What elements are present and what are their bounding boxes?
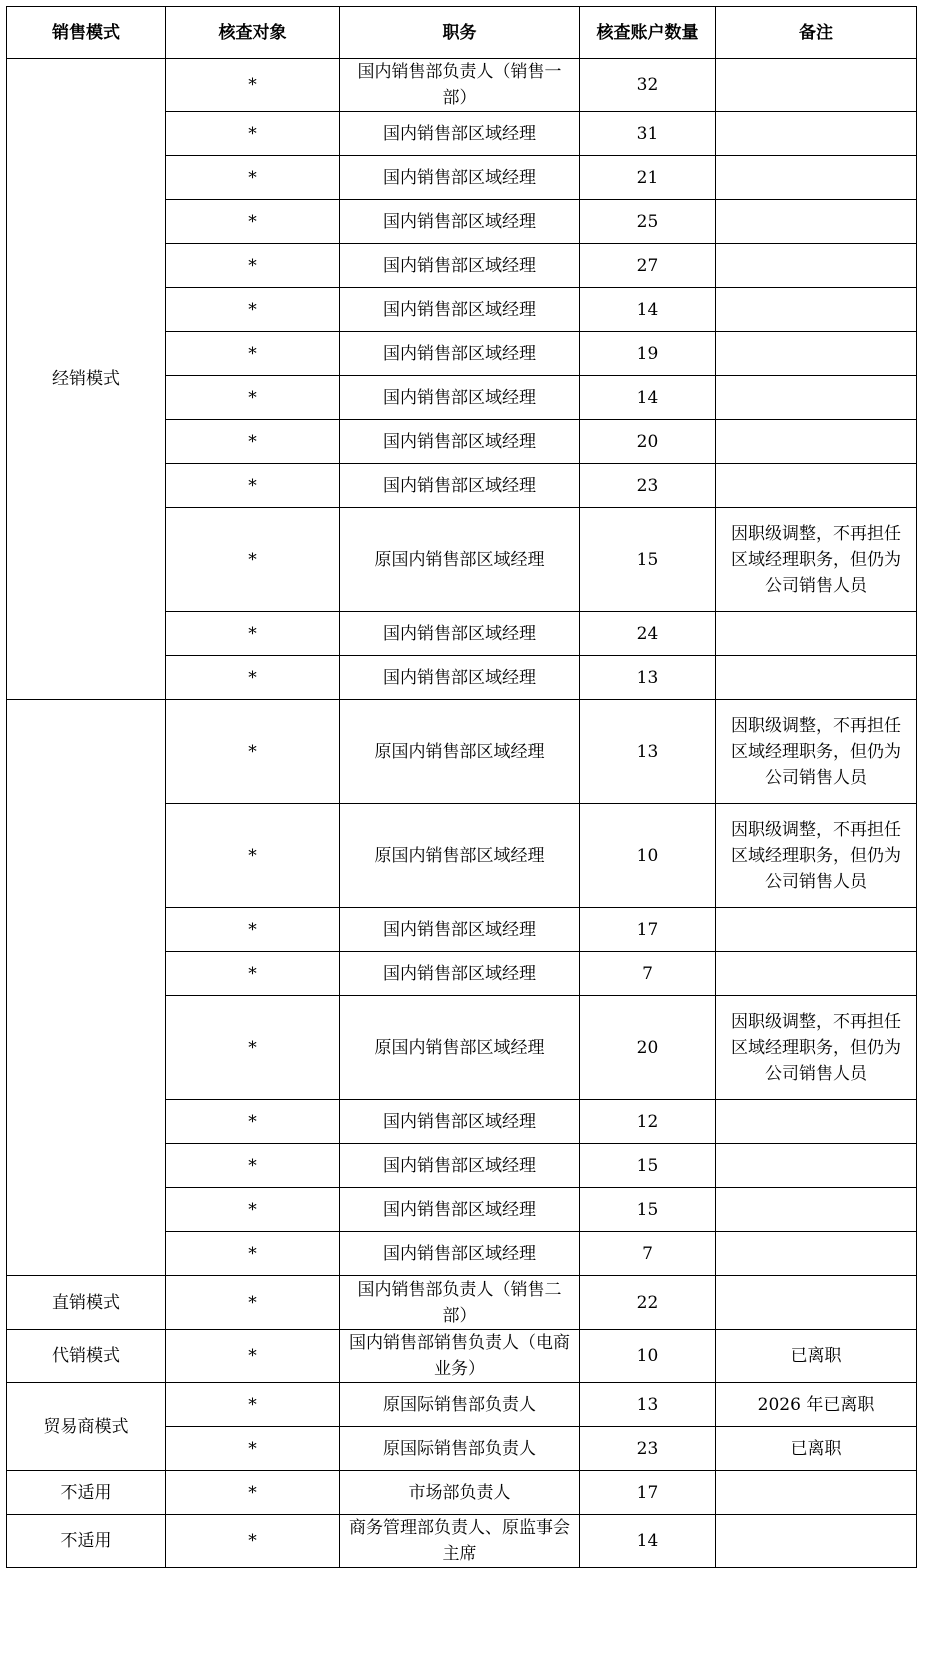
table-row <box>7 1276 917 1330</box>
position-cell: 国内销售部区域经理 <box>340 464 580 508</box>
count-cell: 14 <box>580 288 716 332</box>
note-cell <box>716 1144 917 1188</box>
position-cell: 国内销售部区域经理 <box>340 420 580 464</box>
target-cell: * <box>166 288 340 332</box>
note-cell <box>716 1232 917 1276</box>
count-cell: 17 <box>580 908 716 952</box>
table-row <box>7 59 917 112</box>
target-cell: * <box>166 244 340 288</box>
note-cell <box>716 420 917 464</box>
header-row <box>7 7 917 59</box>
note-cell <box>716 1515 917 1568</box>
count-cell: 7 <box>580 952 716 996</box>
table-row <box>7 1471 917 1515</box>
position-cell: 原国际销售部负责人 <box>340 1383 580 1427</box>
header-sales-mode: 销售模式 <box>7 7 166 59</box>
count-cell: 20 <box>580 996 716 1100</box>
note-cell: 已离职 <box>716 1427 917 1471</box>
target-cell: * <box>166 1515 340 1568</box>
count-cell: 14 <box>580 1515 716 1568</box>
position-cell: 国内销售部区域经理 <box>340 1100 580 1144</box>
position-cell: 国内销售部区域经理 <box>340 200 580 244</box>
table-row <box>7 1515 917 1568</box>
count-cell: 23 <box>580 1427 716 1471</box>
position-cell: 国内销售部销售负责人（电商业务） <box>340 1330 580 1383</box>
count-cell: 15 <box>580 1188 716 1232</box>
position-cell: 国内销售部区域经理 <box>340 1232 580 1276</box>
header-target: 核查对象 <box>166 7 340 59</box>
target-cell: * <box>166 612 340 656</box>
count-cell: 13 <box>580 700 716 804</box>
position-cell: 商务管理部负责人、原监事会主席 <box>340 1515 580 1568</box>
note-cell <box>716 112 917 156</box>
count-cell: 32 <box>580 59 716 112</box>
position-cell: 国内销售部负责人（销售一部） <box>340 59 580 112</box>
note-cell: 因职级调整，不再担任区域经理职务，但仍为公司销售人员 <box>716 804 917 908</box>
position-cell: 原国内销售部区域经理 <box>340 996 580 1100</box>
account-check-table <box>6 6 917 1568</box>
position-cell: 国内销售部负责人（销售二部） <box>340 1276 580 1330</box>
target-cell: * <box>166 656 340 700</box>
sales-mode-cell: 直销模式 <box>7 1276 166 1330</box>
sales-mode-cell: 贸易商模式 <box>7 1383 166 1471</box>
count-cell: 13 <box>580 656 716 700</box>
position-cell: 原国内销售部区域经理 <box>340 700 580 804</box>
note-cell: 因职级调整，不再担任区域经理职务，但仍为公司销售人员 <box>716 996 917 1100</box>
note-cell <box>716 200 917 244</box>
count-cell: 15 <box>580 508 716 612</box>
note-cell <box>716 1276 917 1330</box>
position-cell: 国内销售部区域经理 <box>340 656 580 700</box>
target-cell: * <box>166 59 340 112</box>
header-position: 职务 <box>340 7 580 59</box>
target-cell: * <box>166 1188 340 1232</box>
count-cell: 20 <box>580 420 716 464</box>
position-cell: 原国际销售部负责人 <box>340 1427 580 1471</box>
sales-mode-cell: 代销模式 <box>7 1330 166 1383</box>
count-cell: 10 <box>580 1330 716 1383</box>
count-cell: 25 <box>580 200 716 244</box>
position-cell: 市场部负责人 <box>340 1471 580 1515</box>
target-cell: * <box>166 1383 340 1427</box>
target-cell: * <box>166 420 340 464</box>
note-cell <box>716 656 917 700</box>
target-cell: * <box>166 1232 340 1276</box>
note-cell <box>716 59 917 112</box>
target-cell: * <box>166 908 340 952</box>
position-cell: 国内销售部区域经理 <box>340 952 580 996</box>
target-cell: * <box>166 1471 340 1515</box>
target-cell: * <box>166 112 340 156</box>
header-note: 备注 <box>716 7 917 59</box>
count-cell: 24 <box>580 612 716 656</box>
note-cell <box>716 952 917 996</box>
sales-mode-cell: 经销模式 <box>7 59 166 700</box>
target-cell: * <box>166 952 340 996</box>
count-cell: 10 <box>580 804 716 908</box>
position-cell: 国内销售部区域经理 <box>340 112 580 156</box>
note-cell <box>716 156 917 200</box>
position-cell: 原国内销售部区域经理 <box>340 508 580 612</box>
sales-mode-cell <box>7 700 166 1276</box>
position-cell: 国内销售部区域经理 <box>340 1144 580 1188</box>
note-cell <box>716 244 917 288</box>
target-cell: * <box>166 1330 340 1383</box>
count-cell: 13 <box>580 1383 716 1427</box>
count-cell: 19 <box>580 332 716 376</box>
target-cell: * <box>166 700 340 804</box>
target-cell: * <box>166 996 340 1100</box>
note-cell <box>716 332 917 376</box>
table-row <box>7 1383 917 1427</box>
table-row <box>7 1330 917 1383</box>
target-cell: * <box>166 804 340 908</box>
count-cell: 21 <box>580 156 716 200</box>
count-cell: 23 <box>580 464 716 508</box>
target-cell: * <box>166 1144 340 1188</box>
note-cell <box>716 612 917 656</box>
note-cell <box>716 1471 917 1515</box>
note-cell <box>716 1100 917 1144</box>
note-cell: 已离职 <box>716 1330 917 1383</box>
count-cell: 7 <box>580 1232 716 1276</box>
position-cell: 国内销售部区域经理 <box>340 244 580 288</box>
position-cell: 原国内销售部区域经理 <box>340 804 580 908</box>
sales-mode-cell: 不适用 <box>7 1515 166 1568</box>
note-cell: 2026 年已离职 <box>716 1383 917 1427</box>
note-cell <box>716 1188 917 1232</box>
count-cell: 27 <box>580 244 716 288</box>
count-cell: 17 <box>580 1471 716 1515</box>
position-cell: 国内销售部区域经理 <box>340 156 580 200</box>
target-cell: * <box>166 1427 340 1471</box>
note-cell <box>716 908 917 952</box>
position-cell: 国内销售部区域经理 <box>340 1188 580 1232</box>
sales-mode-cell: 不适用 <box>7 1471 166 1515</box>
note-cell: 因职级调整，不再担任区域经理职务，但仍为公司销售人员 <box>716 508 917 612</box>
count-cell: 22 <box>580 1276 716 1330</box>
target-cell: * <box>166 156 340 200</box>
target-cell: * <box>166 464 340 508</box>
position-cell: 国内销售部区域经理 <box>340 376 580 420</box>
target-cell: * <box>166 1100 340 1144</box>
table-row <box>7 700 917 804</box>
target-cell: * <box>166 332 340 376</box>
note-cell <box>716 376 917 420</box>
target-cell: * <box>166 1276 340 1330</box>
position-cell: 国内销售部区域经理 <box>340 908 580 952</box>
position-cell: 国内销售部区域经理 <box>340 288 580 332</box>
target-cell: * <box>166 508 340 612</box>
position-cell: 国内销售部区域经理 <box>340 612 580 656</box>
count-cell: 15 <box>580 1144 716 1188</box>
note-cell: 因职级调整，不再担任区域经理职务，但仍为公司销售人员 <box>716 700 917 804</box>
header-account-count: 核查账户数量 <box>580 7 716 59</box>
position-cell: 国内销售部区域经理 <box>340 332 580 376</box>
count-cell: 14 <box>580 376 716 420</box>
target-cell: * <box>166 200 340 244</box>
note-cell <box>716 464 917 508</box>
count-cell: 12 <box>580 1100 716 1144</box>
note-cell <box>716 288 917 332</box>
target-cell: * <box>166 376 340 420</box>
count-cell: 31 <box>580 112 716 156</box>
